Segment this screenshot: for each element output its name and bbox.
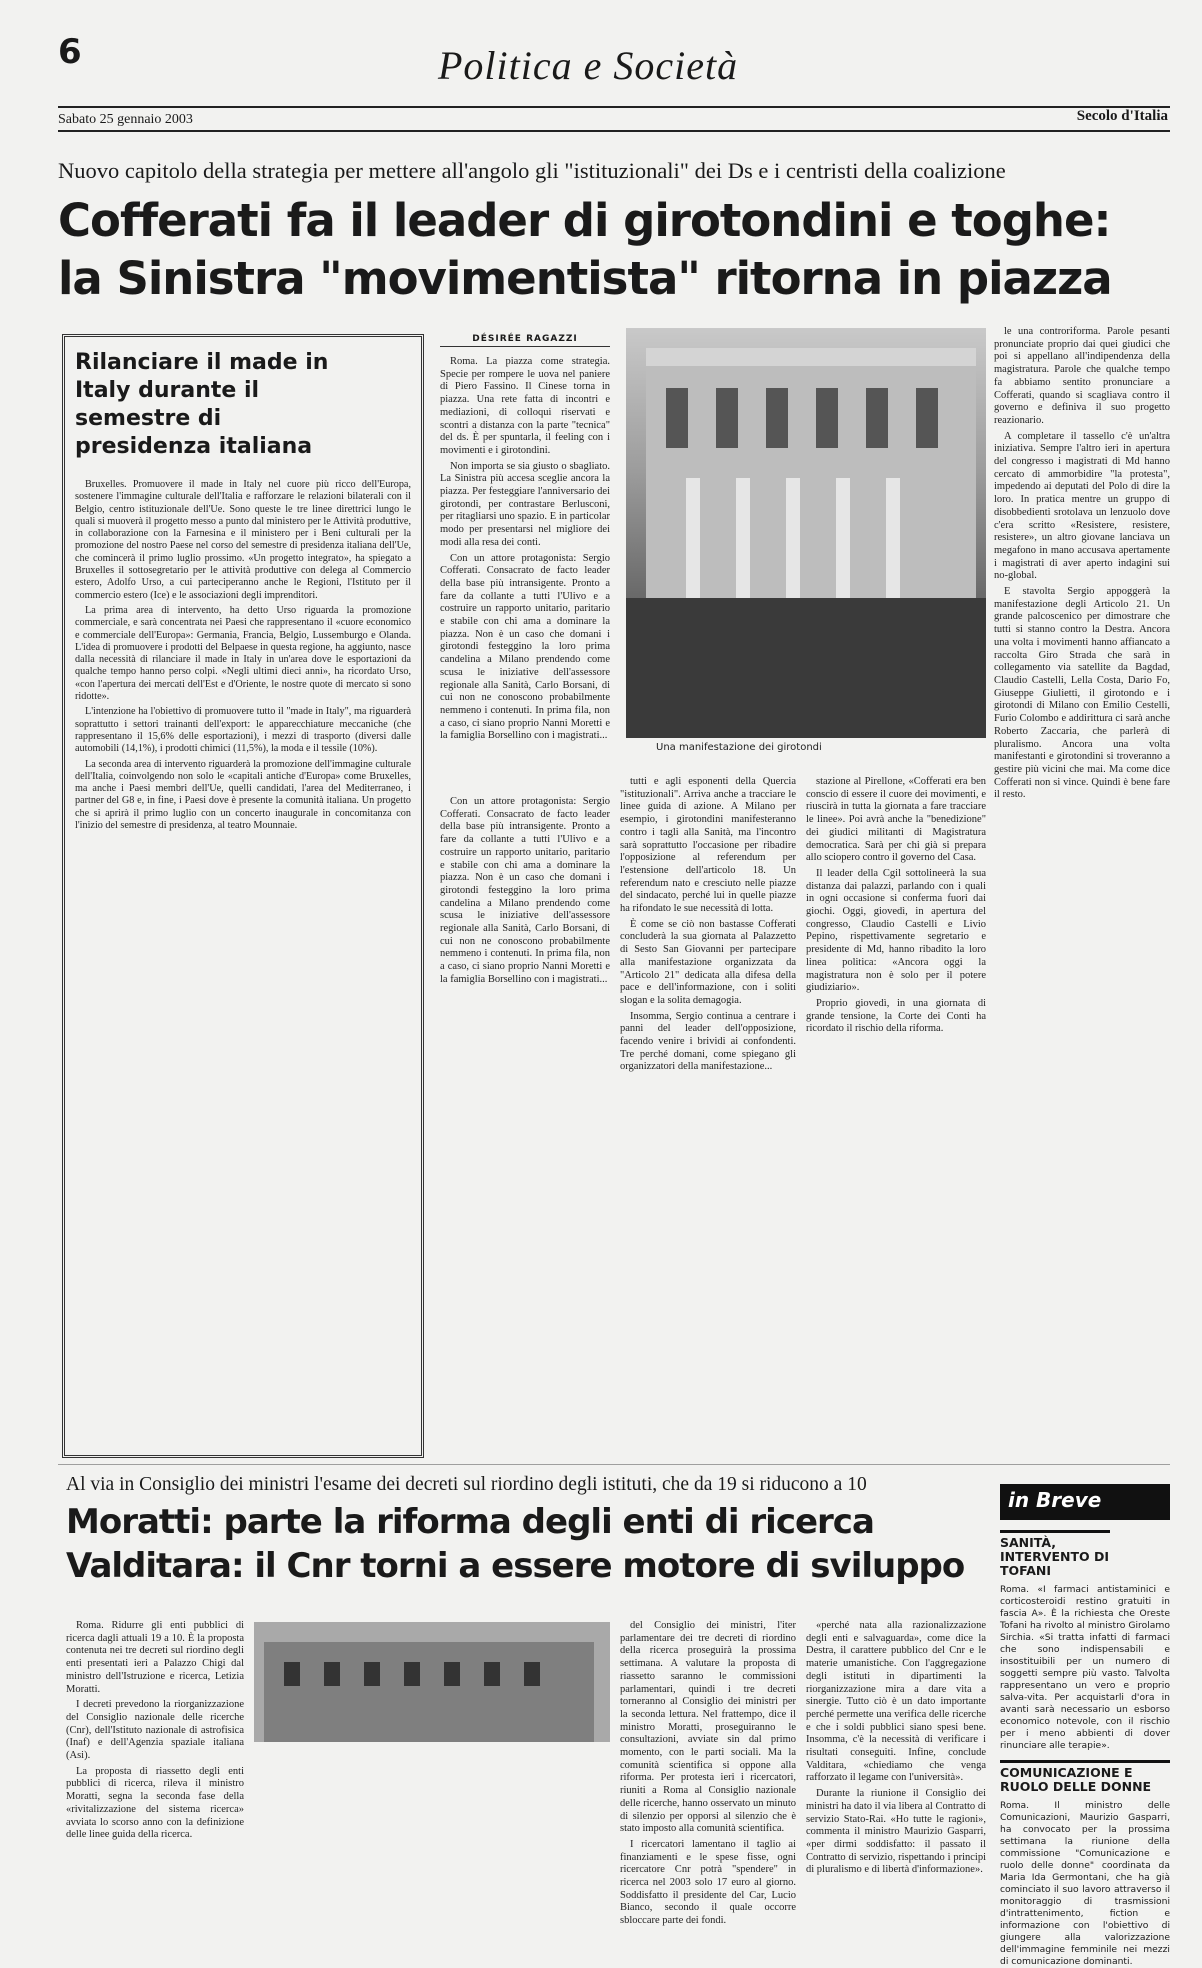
lead-byline: DÉSIRÉE RAGAZZI xyxy=(440,334,610,347)
lead-paragraph: È come se ciò non bastasse Cofferati concluderà la sua giornata al Palazzetto di Sesto San Giovanni per partecipare alla manifestazione organizzata da "Articolo 21" dedicata alla difesa della pace e dell'informazione, con i soliti slogan e la solita demagogia. xyxy=(620,918,796,1006)
lead-paragraph: Con un attore protagonista: Sergio Cofferati. Consacrato de facto leader della base più intransigente. Pronto a fare da collante a tutti l'Ulivo e a costruire un rapporto unitario, paritario e stabile con chi ama a dominare la piazza. Non è un caso che domani i girotondi festeggino la loro prima candelina a Milano prendendo come scusa le iniziative dell'assessore regionale alla Sanità, Carlo Borsani, di cui non ne conoscono probabilmente nemmeno i contenuti. In prima fila, non a caso, ci siano proprio Nanni Moretti e la famiglia Borsellino con i magistrati... xyxy=(440,796,610,985)
masthead-rule xyxy=(58,106,1170,108)
second-paragraph: Roma. Ridurre gli enti pubblici di ricerca dagli attuali 19 a 10. È la proposta contenuta nei tre decreti sul riordino degli enti presentati ieri a Palazzo Chigi dal ministro dell'Istruzione e ricerca, Letizia Moratti. xyxy=(66,1620,244,1695)
second-paragraph: La proposta di riassetto degli enti pubblici di ricerca, rileva il ministro Moratti, segna la seconda fase della «rivitalizzazione del sistema ricerca» avviata lo scorso anno con la definizione delle linee guida della ricerca. xyxy=(66,1765,244,1841)
lead-paragraph: tutti e agli esponenti della Quercia "istituzionali". Arriva anche a tracciare le linee guida di azione. A Milano per esempio, i girotondini manifesteranno contro i tagli alla Sanità, ma l'incontro sarà soprattutto l'occasione per ribadire l'opposizione al referendum per l'estensione dell'articolo 18. Un referendum nato e cresciuto nelle piazze del sindacato, perché lui in quelle piazze ha rifondato le sue necessità di lotta. xyxy=(620,776,796,915)
lead-paragraph: Non importa se sia giusto o sbagliato. La Sinistra più accesa sceglie ancora la piazza. Per festeggiare l'anniversario dei girotondi, per contrastare Berlusconi, per ritagliarsi uno spazio. E in particolar modo per presentarsi nel migliore dei modi alla resa dei conti. xyxy=(440,460,610,548)
second-paragraph: «perché nata alla razionalizzazione degli enti e salvaguarda», come dice la Destra, il carattere pubblico del Cnr e le materie umanistiche. Con l'aggregazione degli istituti in dipartimenti la riorganizzazione mira a dare vita a sinergie. Tutto ciò è un dato importante perché permette una verifica delle ricerche e che i soldi pubblici siano spesi bene. Insomma, c'è la necessità di verificare i risultati conseguiti. Infine, conclude Valditara, «chiediamo che venga rafforzato il legame con l'università». xyxy=(806,1620,986,1784)
box-paragraph: L'intenzione ha l'obiettivo di promuovere tutto il "made in Italy", ma riguarderà soprattutto i settori trainanti dell'export: le apparecchiature meccaniche (che rappresentano il 15,6% delle esportazioni), i mezzi di trasporto (diversi dalle automobili (14,1%), i prodotti chimici (11,5%), la moda e il tessile (10%). xyxy=(75,706,411,755)
lead-photo xyxy=(626,328,986,738)
lead-column-1b xyxy=(440,796,610,1450)
second-column-4 xyxy=(620,1620,796,1927)
lead-headline-line1: Cofferati fa il leader di girotondini e toghe: xyxy=(58,194,1111,247)
palazzo-chigi-photo xyxy=(254,1622,610,1742)
second-column-5 xyxy=(806,1620,986,1876)
in-breve-sidebar xyxy=(1000,1484,1170,1967)
lead-paragraph: A completare il tassello c'è un'altra iniziativa. Sempre l'altro ieri in apertura del congresso i magistrati di Md hanno cercato di ammorbidire "la protesta", impedendo ai deputati del Polo di dire la loro. In pratica mentre un gruppo di disobbedienti srotolava un lenzuolo dove c'era scritto «Resistere, resistere, resistere», un altro giovane lanciava un megafono in mano accusava apertamente i magistrati di aver aperto indagini sui no-global. xyxy=(994,430,1170,582)
lead-column-2 xyxy=(620,776,796,1450)
second-paragraph: Durante la riunione il Consiglio dei ministri ha dato il via libera al Contratto di servizio Stato-Rai. «Ho tutte le ragioni», commenta il ministro Maurizio Gasparri, «per dirmi soddisfatto: il passato il Contratto di servizio, rispettando i principi di pluralismo e di libertà d'informazione». xyxy=(806,1788,986,1876)
lead-paragraph: Con un attore protagonista: Sergio Cofferati. Consacrato de facto leader della base più intransigente. Pronto a fare da collante a tutti l'Ulivo e a costruire un rapporto unitario, paritario e stabile con chi ama a dominare la piazza. Non è un caso che domani i girotondi festeggino la loro prima candelina a Milano prendendo come scusa le iniziative dell'assessore regionale alla Sanità, Carlo Borsani, di cui non ne conoscono probabilmente nemmeno i contenuti. In prima fila, non a caso, ci siano proprio Nanni Moretti e la famiglia Borsellino con i magistrati... xyxy=(440,552,610,742)
date-rule xyxy=(58,130,1170,132)
section-divider xyxy=(58,1464,1170,1465)
lead-paragraph: E stavolta Sergio appoggerà la manifestazione degli Articolo 21. Un grande palcoscenico per dimostrare che tutti si stanno contro la Destra. Ancora una volta i movimenti hanno affiancato a raccolta Giro Strada che sarà in collegamento via satellite da Bagdad, Claudio Castelli, Lella Costa, Dario Fo, Giuseppe Giulietti, il girotondo e i girotondi di Milano con Emilio Cestelli, Furio Colombo e addirittura ci sarà anche Roberto Zaccaria, che parlerà di pluralismo. Ancora una volta manifestanti e girotondini si troveranno a gestire più vicini che mai. Ma come dice Cofferati non si vince. Quindi è bene fare il resto. xyxy=(994,586,1170,801)
lead-headline-line2: la Sinistra "movimentista" ritorna in piazza xyxy=(58,252,1112,305)
paper-name: Secolo d'Italia xyxy=(1076,108,1168,124)
box-title: Rilanciare il made in Italy durante il semestre di presidenza italiana xyxy=(75,350,329,459)
made-in-italy-box xyxy=(62,334,424,1458)
inbreve-item1-text: Roma. «I farmaci antistaminici e corticosteroidi restino gratuiti in fascia A». È la richiesta che Oreste Tofani ha rivolto al ministro Girolamo Sirchia. «Si tratta infatti di farmaci che sono indispensabili e insostituibili per un numero di soggetti sempre più vasto. Talvolta rappresentano un vero e proprio salva-vita. Per acquistarli d'ora in avanti sarà necessario un esborso economico notevole, con il rischio per i meno abbienti di dover rinunciare alle terapie». xyxy=(1000,1584,1170,1751)
palace-illustration xyxy=(254,1622,610,1742)
building-illustration xyxy=(626,328,986,738)
in-breve-logo: in Breve xyxy=(1000,1484,1170,1520)
second-paragraph: I ricercatori lamentano il taglio ai finanziamenti e le spese fisse, ogni ricercatore Cnr potrà "spendere" in ricerca nel 2003 solo 17 euro al giorno. Soddisfatto il presidente del Car, Lucio Bianco, secondo il quale occorre sbloccare parte dei fondi. xyxy=(620,1838,796,1927)
second-headline-line2: Valditara: il Cnr torni a essere motore di sviluppo xyxy=(66,1546,965,1586)
lead-paragraph: stazione al Pirellone, «Cofferati era ben conscio di essere il cuore dei movimenti, e riuscirà in tutta la giornata a fare tracciare le linee». Poi avrà anche la "benedizione" dei giudici militanti di Magistratura democratica. Sarà per chi già si prepara allo sciopero contro il governo del Casa. xyxy=(806,776,986,864)
box-paragraph: Bruxelles. Promuovere il made in Italy nel cuore più ricco dell'Europa, sostenere l'immagine culturale dell'Italia e rafforzare le relazioni bilaterali con il Belgio, centro istituzionale dell'Ue. Sono queste le tre linee direttrici lungo le quali si muoverà il progetto messo a punto dal ministero per le Attività produttive, in collaborazione con la Farnesina e il ministero per i Beni culturali per la promozione del nostro Paese nel corso del semestre di presidenza italiana dell'Ue, che comincerà il primo luglio prossimo. «Un progetto integrato», ha spiegato a Bruxelles il sottosegretario per le attività produttive con delega al Commercio estero, Adolfo Urso, a cui parteciperanno anche le Regioni, l'Istituto per il commercio estero (Ice) e le associazioni degli imprenditori. xyxy=(75,479,411,601)
lead-column-1 xyxy=(440,356,610,796)
lead-column-3 xyxy=(806,776,986,1450)
second-headline-line1: Moratti: parte la riforma degli enti di ricerca xyxy=(66,1502,874,1542)
box-body xyxy=(75,479,411,1489)
inbreve-item2-text: Roma. Il ministro delle Comunicazioni, Maurizio Gasparri, ha convocato per la prossima settimana la riunione della commissione "Comunicazione e ruolo delle donne" coordinata da Maria Ida Germontani, che ha già cominciato il suo lavoro attraverso il monitoraggio di trasmissioni d'intrattenimento, fiction e informazione con l'obiettivo di giungere alla valorizzazione dell'immagine femminile nei mezzi di comunicazione dominanti. xyxy=(1000,1800,1170,1967)
lead-photo-caption: Una manifestazione dei girotondi xyxy=(656,742,822,753)
page-number: 6 xyxy=(58,32,82,72)
lead-paragraph: Insomma, Sergio continua a centrare i panni del leader dell'opposizione, facendo venire i brividi ai confondenti. Tre perché domani, come spiegano gli organizzatori della manifestazione... xyxy=(620,1010,796,1073)
lead-paragraph: Roma. La piazza come strategia. Specie per rompere le uova nel paniere di Piero Fassino. Il Cinese torna in piazza. Una rete fatta di incontri e mediazioni, di colloqui riservati e scontri a distanza con la parte "tecnica" del ds. È per spuntarla, il feeling con i movimenti e i girotondini. xyxy=(440,356,610,456)
lead-kicker: Nuovo capitolo della strategia per mettere all'angolo gli "istituzionali" dei Ds e i centristi della coalizione xyxy=(58,158,1006,183)
second-paragraph: I decreti prevedono la riorganizzazione del Consiglio nazionale delle ricerche (Cnr), dell'Istituto nazionale di astrofisica (Inaf) e dell'Agenzia spaziale italiana (Asi). xyxy=(66,1699,244,1762)
lead-paragraph: Proprio giovedì, in una giornata di grande tensione, la Corte dei Conti ha ricordato il rischio della riforma. xyxy=(806,997,986,1035)
issue-date: Sabato 25 gennaio 2003 xyxy=(58,112,193,127)
second-column-1 xyxy=(66,1620,244,1841)
inbreve-item1-title: SANITÀ, INTERVENTO DI TOFANI xyxy=(1000,1530,1110,1578)
inbreve-item2-title: COMUNICAZIONE E RUOLO DELLE DONNE xyxy=(1000,1760,1170,1794)
lead-column-4 xyxy=(994,326,1170,1438)
box-paragraph: La prima area di intervento, ha detto Urso riguarda la promozione commerciale, e sarà concentrata nei Paesi che rappresentano il «cuore economico e commerciale dell'Europa»: Germania, Francia, Belgio, Lussemburgo e Olanda. L'idea di promuovere i prodotti del Belpaese in questa regione, ha aggiunto, nasce dalla necessità di rilanciare il made in Italy in un'area dove le esportazioni da qualche tempo hanno perso colpi. «Negli ultimi dieci anni», ha ricordato Urso, «con l'apertura dei mercati dell'Est e d'Oriente, le nostre quote di mercato si sono ridotte». xyxy=(75,604,411,703)
box-paragraph: La seconda area di intervento riguarderà la promozione dell'immagine culturale dell'Italia, coinvolgendo non solo le «capitali antiche d'Europa» come Bruxelles, ma anche i Paesi membri dell'Ue, quelli candidati, l'area del Mediterraneo, i partner del G8 e, in fine, i Paesi dove è presente la comunità italiana. Un progetto che si aprirà il primo luglio con un concerto inaugurale in concomitanza con l'inizio del semestre di presidenza, al teatro Mounnaie. xyxy=(75,758,411,832)
section-title: Politica e Società xyxy=(438,43,739,88)
lead-paragraph: le una controriforma. Parole pesanti pronunciate proprio dai quei giudici che poi si appellano all'indipendenza della magistratura. Parole che qualche tempo fa abbiamo sentito pronunciare a Cofferati, quando si scagliava contro il governo e definiva il suo progetto reazionario. xyxy=(994,326,1170,426)
lead-paragraph: Il leader della Cgil sottolineerà la sua distanza dai palazzi, parlando con i quali in ogni occasione si conferma fuori dai giochi. Oggi, giovedì, in apertura del congresso, Claudio Castelli e Livio Pepino, rispettivamente segretario e presidente di Md, hanno ribadito la loro linea politica: «Ancora oggi la magistratura non è solo per il potere giudiziario». xyxy=(806,867,986,994)
second-paragraph: del Consiglio dei ministri, l'iter parlamentare dei tre decreti di riordino della ricerca proseguirà la prossima settimana. A valutare la proposta di riassetto saranno le commissioni parlamentari, quindi i tre decreti torneranno al Consiglio dei ministri per la seconda lettura. Nel frattempo, dice il ministro Moratti, proseguiranno le consultazioni, avviate sin dal primo momento, con le parti sociali. Ma la comunità scientifica si oppone alla riforma. Per protesta ieri i ricercatori, riuniti a Roma al Consiglio nazionale delle ricerche, hanno osservato un minuto di silenzio per opporsi al silenzio che è stato imposto alla comunità scientifica. xyxy=(620,1620,796,1835)
second-kicker: Al via in Consiglio dei ministri l'esame dei decreti sul riordino degli istituti, che da 19 si riducono a 10 xyxy=(66,1474,867,1495)
